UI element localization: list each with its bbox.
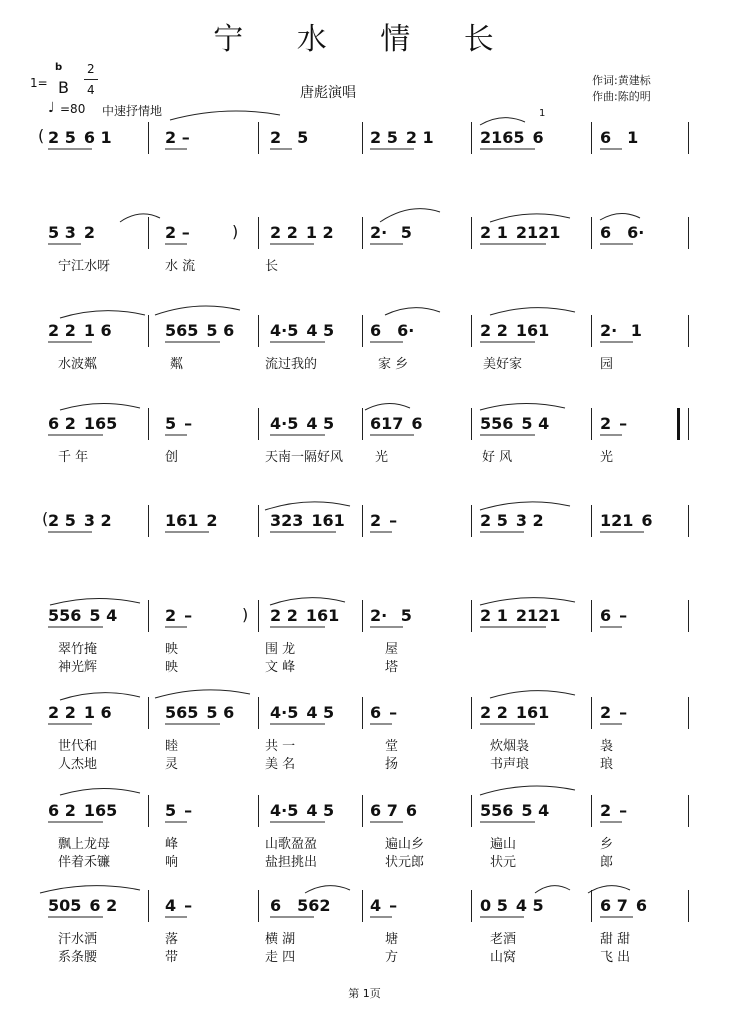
lyric-verse-1: 峰 <box>165 837 179 852</box>
lyric-verse-1: 宁江水呀 <box>58 259 111 274</box>
lyric-verse-1: 乡 <box>600 837 614 852</box>
note-group: 2· 5 <box>370 606 412 625</box>
lyric-verse-2: 方 <box>385 950 399 965</box>
note-group: 2 5 2 1 <box>370 128 434 147</box>
lyric-verse-2: 扬 <box>385 757 399 772</box>
note-group: 2 2 1 6 <box>48 703 112 722</box>
interlude-open-paren: ( <box>42 509 49 528</box>
note-group: 4·5 4 5 <box>270 321 335 340</box>
slur-arc <box>40 886 140 893</box>
note-group: 6 2 165 <box>48 801 118 820</box>
lyric-verse-1: 千 年 <box>58 450 89 465</box>
note-group: 2· 5 <box>370 223 412 242</box>
slur-arc <box>490 308 575 315</box>
note-group: 6 – <box>600 606 628 625</box>
slur-arc <box>305 886 350 893</box>
lyric-verse-1: 天南一隔好风 <box>265 450 344 465</box>
slur-arc <box>600 213 640 220</box>
note-group: 6 6· <box>600 223 645 242</box>
note-group: 2 5 3 2 <box>480 511 544 530</box>
slur-arc <box>490 691 575 698</box>
key-flat: b <box>55 62 63 73</box>
lyric-verse-2: 塔 <box>385 660 399 675</box>
lyric-verse-1: 老酒 <box>490 932 517 947</box>
note-group: 2 5 3 2 <box>48 511 112 530</box>
slur-arc <box>120 214 160 222</box>
slur-arc <box>50 598 140 605</box>
note-group: 161 2 <box>165 511 218 530</box>
tempo-value: =80 <box>60 102 86 116</box>
slur-arc <box>60 311 145 318</box>
note-group: 2 2 161 <box>270 606 340 625</box>
tempo-expression: 中速抒情地 <box>102 104 163 118</box>
slur-arc <box>155 306 240 315</box>
slur-arc <box>380 209 440 222</box>
note-group: 4·5 4 5 <box>270 703 335 722</box>
note-group: 2 – <box>370 511 398 530</box>
lyric-verse-1: 长 <box>265 259 279 274</box>
note-group: 2· 1 <box>600 321 642 340</box>
lyric-verse-1: 甜 甜 <box>600 932 631 947</box>
note-group: 617 6 <box>370 414 423 433</box>
lyric-verse-1: 炊烟袅 <box>490 739 530 754</box>
lyric-verse-1: 遍山 <box>490 837 517 852</box>
intro-open-paren: ( <box>38 126 45 145</box>
lyric-verse-2: 美 名 <box>265 757 296 772</box>
lyric-verse-1: 美好家 <box>483 357 523 372</box>
lyric-verse-2: 琅 <box>600 757 614 772</box>
slur-arc <box>385 308 440 315</box>
slur-arc <box>60 788 140 795</box>
note-group: 5 – <box>165 414 193 433</box>
lyric-verse-2: 状元郎 <box>385 855 425 870</box>
note-group: 4 – <box>165 896 193 915</box>
lyric-verse-2: 带 <box>165 950 179 965</box>
slur-arc <box>60 693 140 700</box>
lyric-verse-1: 映 <box>165 642 179 657</box>
slur-arc <box>480 786 575 795</box>
lyric-verse-1: 水波粼 <box>58 357 98 372</box>
note-group: 2 – <box>600 414 628 433</box>
lyric-verse-1: 汗水洒 <box>58 932 98 947</box>
note-group: 323 161 <box>270 511 345 530</box>
note-group: 2 2 1 2 <box>270 223 334 242</box>
note-group: 0 5 4 5 <box>480 896 544 915</box>
lyric-verse-2: 走 四 <box>265 950 296 965</box>
note-group: 2 5 6 1 <box>48 128 112 147</box>
lyric-verse-1: 家 乡 <box>378 357 409 372</box>
lyric-verse-1: 翠竹掩 <box>58 642 98 657</box>
note-group: 6 2 165 <box>48 414 118 433</box>
note-group: 2165 6 <box>480 128 544 147</box>
page-footer: 第 1页 <box>348 987 381 1000</box>
lyric-verse-2: 飞 出 <box>600 950 631 965</box>
lyric-verse-2: 系条腰 <box>58 950 98 965</box>
lyric-verse-2: 神光辉 <box>58 660 98 675</box>
lyric-verse-2: 伴着禾镰 <box>58 855 111 870</box>
note-group: 4·5 4 5 <box>270 414 335 433</box>
note-group: 505 6 2 <box>48 896 118 915</box>
note-group: 6 7 6 <box>600 896 647 915</box>
lyric-verse-2: 盐担挑出 <box>265 855 318 870</box>
slur-arc <box>490 214 570 222</box>
note-group: 2 1 2121 <box>480 223 561 242</box>
key-note: B <box>58 78 69 97</box>
slur-arc <box>480 502 570 510</box>
lyricist: 作词:黄建标 <box>592 74 651 87</box>
note-group: 2 – <box>165 128 190 147</box>
slur-arc <box>170 111 280 120</box>
lyric-verse-1: 创 <box>165 450 179 465</box>
lyric-verse-1: 袅 <box>600 739 614 754</box>
note-group: 2 2 1 6 <box>48 321 112 340</box>
note-group: 5 – <box>165 801 193 820</box>
slur-arc <box>155 690 250 698</box>
note-group: 6 – <box>370 703 398 722</box>
lyric-verse-1: 好 风 <box>482 450 513 465</box>
slur-arc <box>588 886 630 893</box>
note-group: 556 5 4 <box>480 414 550 433</box>
composer: 作曲:陈的明 <box>592 90 651 103</box>
slur-arc <box>535 886 570 893</box>
lyric-verse-1: 飘上龙母 <box>58 837 111 852</box>
time-signature-bottom: 4 <box>87 83 95 97</box>
slur-arc <box>265 502 350 510</box>
lyric-verse-2: 响 <box>165 855 179 870</box>
note-group: 2 2 161 <box>480 321 550 340</box>
note-group: 2 – <box>165 223 190 242</box>
key-prefix: 1= <box>30 76 48 90</box>
note-group: 4 – <box>370 896 398 915</box>
lyric-verse-1: 落 <box>165 932 179 947</box>
note-group: 2 – <box>600 703 628 722</box>
intro-close-paren: ) <box>232 222 239 241</box>
lyric-verse-1: 堂 <box>385 739 399 754</box>
note-group: 2 1 2121 <box>480 606 561 625</box>
singer: 唐彪演唱 <box>300 85 356 101</box>
note-group: 565 5 6 <box>165 321 235 340</box>
lyric-verse-1: 水 流 <box>165 259 196 274</box>
lyric-verse-1: 世代和 <box>58 739 98 754</box>
slur-arc <box>60 403 140 410</box>
lyric-verse-1: 光 <box>375 450 389 465</box>
note-group: 6 6· <box>370 321 415 340</box>
lyric-verse-1: 流过我的 <box>265 357 318 372</box>
lyric-verse-2: 书声琅 <box>490 757 530 772</box>
interlude-close-paren: ) <box>242 605 249 624</box>
note-group: 6 1 <box>600 128 639 147</box>
lyric-verse-1: 横 湖 <box>265 932 296 947</box>
lyric-verse-1: 粼 <box>170 357 184 372</box>
slur-arc <box>365 403 410 410</box>
slur-arc <box>270 598 345 605</box>
note-group: 556 5 4 <box>480 801 550 820</box>
lyric-verse-1: 屋 <box>385 642 399 657</box>
note-group: 6 7 6 <box>370 801 417 820</box>
note-group: 556 5 4 <box>48 606 118 625</box>
lyric-verse-1: 遍山乡 <box>385 837 425 852</box>
slur-arc <box>480 403 565 410</box>
lyric-verse-2: 映 <box>165 660 179 675</box>
lyric-verse-1: 围 龙 <box>265 642 296 657</box>
lyric-verse-2: 人杰地 <box>58 757 98 772</box>
lyric-verse-1: 光 <box>600 450 614 465</box>
note-group: 2 – <box>165 606 193 625</box>
note-group: 2 2 161 <box>480 703 550 722</box>
note-group: 565 5 6 <box>165 703 235 722</box>
lyric-verse-1: 睦 <box>165 739 179 754</box>
lyric-verse-2: 山窝 <box>490 950 517 965</box>
slur-arc <box>480 118 525 125</box>
song-title: 宁 水 情 长 <box>213 22 516 57</box>
note-group: 6 562 <box>270 896 331 915</box>
slur-arc <box>480 598 575 605</box>
lyric-verse-2: 状元 <box>490 855 517 870</box>
lyric-verse-2: 郎 <box>600 855 614 870</box>
note-group: 2 5 <box>270 128 309 147</box>
lyric-verse-1: 塘 <box>385 932 399 947</box>
lyric-verse-1: 山歌盈盈 <box>265 837 318 852</box>
note-group: 4·5 4 5 <box>270 801 335 820</box>
lyric-verse-2: 文 峰 <box>265 660 296 675</box>
lyric-verse-1: 共 一 <box>265 739 296 754</box>
time-signature-top: 2 <box>87 62 95 76</box>
note-group: 5 3 2 <box>48 223 95 242</box>
grace-note: 1 <box>539 108 546 119</box>
note-group: 2 – <box>600 801 628 820</box>
quarter-note-icon: ♩ <box>48 100 55 116</box>
note-group: 121 6 <box>600 511 653 530</box>
lyric-verse-1: 园 <box>600 357 614 372</box>
lyric-verse-2: 灵 <box>165 757 179 772</box>
